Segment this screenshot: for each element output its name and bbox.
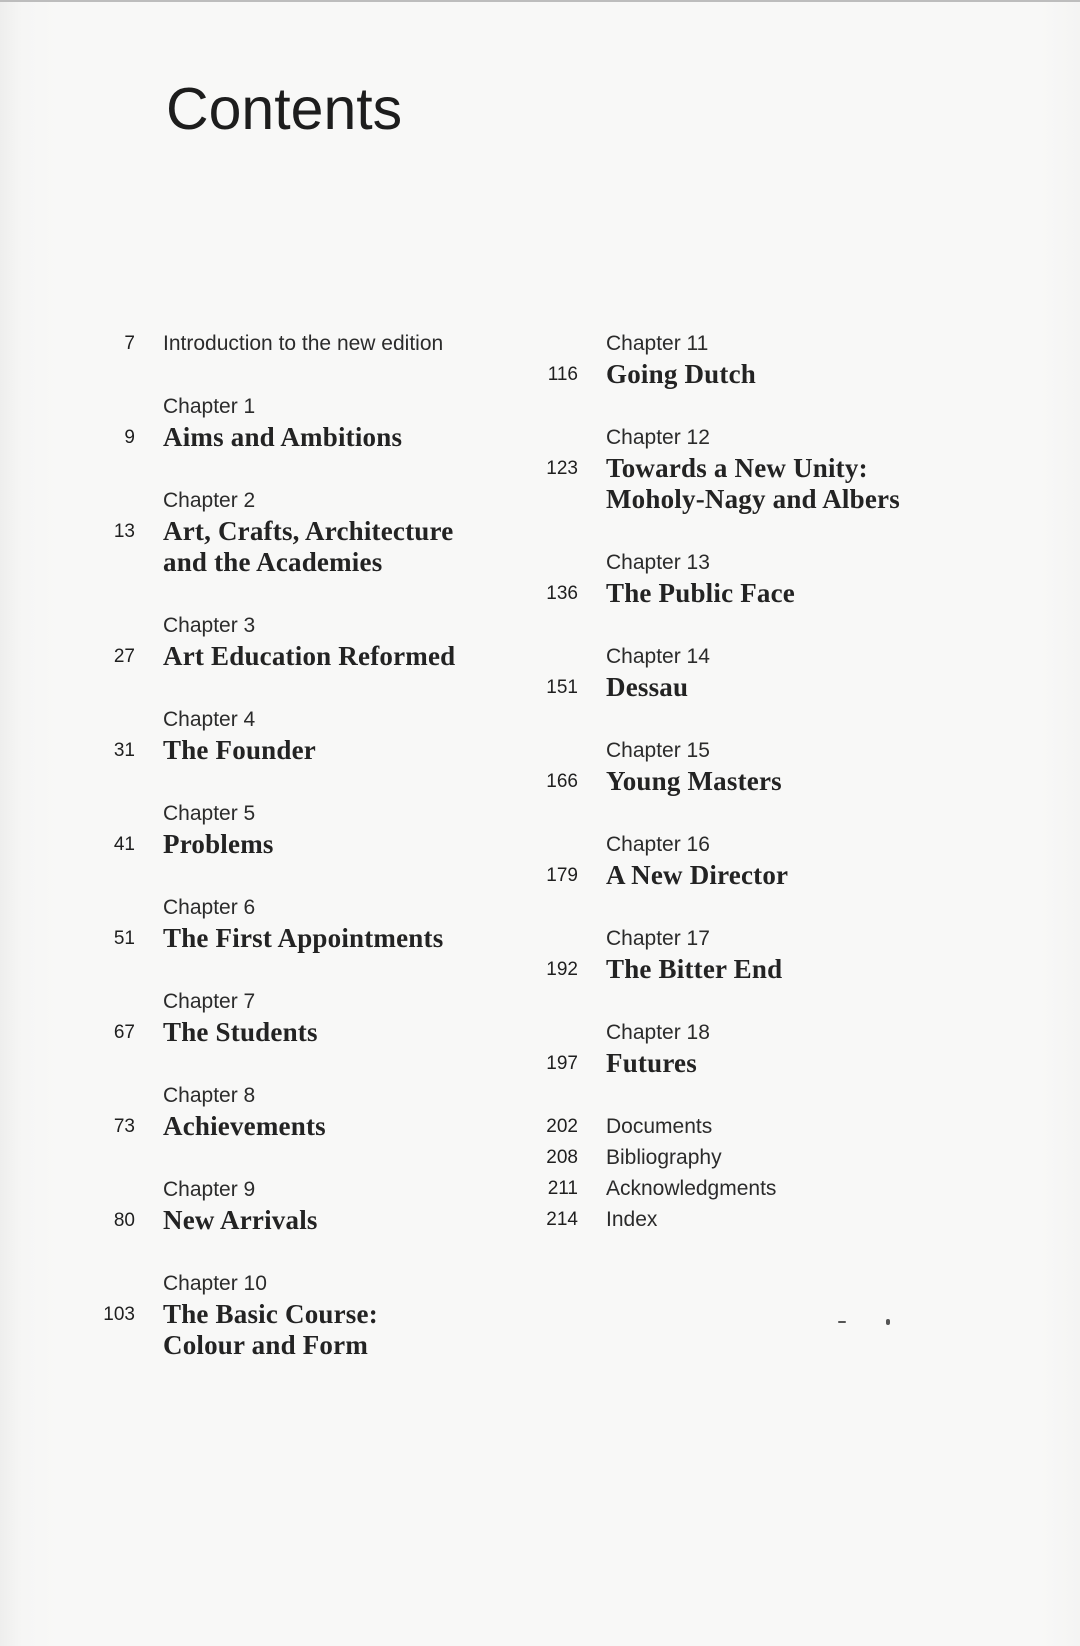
- toc-entry-index[interactable]: [528, 1204, 958, 1235]
- toc-entry-chapter-18[interactable]: [528, 1017, 958, 1079]
- entry-body: [163, 704, 515, 766]
- entry-body: [606, 1173, 958, 1204]
- chapter-label: Chapter 16: [606, 833, 710, 856]
- chapter-label: Chapter 18: [606, 1021, 710, 1044]
- page-number: 166: [546, 771, 578, 792]
- toc-entry-chapter-4[interactable]: [85, 704, 515, 766]
- toc-entry-chapter-15[interactable]: [528, 735, 958, 797]
- chapter-label: Chapter 7: [163, 990, 256, 1013]
- entry-body: [163, 610, 515, 672]
- entry-body: [606, 328, 958, 390]
- page-number: 13: [113, 521, 135, 542]
- toc-entry-chapter-2[interactable]: [85, 485, 515, 578]
- toc-entry-chapter-9[interactable]: [85, 1174, 515, 1236]
- page-number: 103: [103, 1304, 135, 1325]
- entry-body: [163, 798, 515, 860]
- toc-entry-acknowledgments[interactable]: [528, 1173, 958, 1204]
- page-number: 7: [124, 333, 135, 354]
- entry-body: [606, 1204, 958, 1235]
- speck: [886, 1319, 890, 1325]
- paper-specks: [838, 1316, 898, 1328]
- entry-body: [163, 1268, 515, 1361]
- chapter-title: Art Education Reformed: [163, 641, 456, 671]
- toc-entry-bibliography[interactable]: [528, 1142, 958, 1173]
- page-number: 67: [113, 1022, 135, 1043]
- toc-entry-documents[interactable]: [528, 1111, 958, 1142]
- page-number: 202: [546, 1116, 578, 1137]
- entry-body: [606, 923, 958, 985]
- entry-body: [163, 485, 515, 578]
- chapter-title-line: Towards a New Unity:: [606, 453, 868, 483]
- toc-entry-chapter-3[interactable]: [85, 610, 515, 672]
- chapter-title: The Students: [163, 1017, 318, 1047]
- page-number: 123: [546, 458, 578, 479]
- chapter-title: Young Masters: [606, 766, 782, 796]
- page-number: 214: [546, 1209, 578, 1230]
- chapter-title: New Arrivals: [163, 1205, 318, 1235]
- chapter-label: Chapter 12: [606, 426, 710, 449]
- entry-body: [163, 1080, 515, 1142]
- chapter-title: A New Director: [606, 860, 789, 890]
- chapter-title-line: and the Academies: [163, 547, 383, 577]
- chapter-title-line: Moholy-Nagy and Albers: [606, 484, 900, 514]
- entry-body: [606, 547, 958, 609]
- entry-body: [606, 735, 958, 797]
- speck: [838, 1321, 846, 1323]
- entry-body: [606, 641, 958, 703]
- chapter-title: The First Appointments: [163, 923, 444, 953]
- chapter-label: Chapter 4: [163, 708, 256, 731]
- chapter-label: Chapter 15: [606, 739, 710, 762]
- chapter-label: Chapter 5: [163, 802, 256, 825]
- page-number: 197: [546, 1053, 578, 1074]
- entry-label: Index: [606, 1208, 658, 1231]
- chapter-title-line: Colour and Form: [163, 1330, 369, 1360]
- toc-entry-chapter-10[interactable]: [85, 1268, 515, 1361]
- contents-column-left: [85, 328, 515, 1393]
- toc-entry-chapter-6[interactable]: [85, 892, 515, 954]
- entry-body: [606, 829, 958, 891]
- chapter-label: Chapter 1: [163, 395, 256, 418]
- page-number: 151: [546, 677, 578, 698]
- chapter-title: Going Dutch: [606, 359, 756, 389]
- entry-body: [606, 1111, 958, 1142]
- chapter-title-line: The Basic Course:: [163, 1299, 378, 1329]
- chapter-title: The Bitter End: [606, 954, 783, 984]
- chapter-title: Problems: [163, 829, 274, 859]
- back-matter-list: [528, 1111, 958, 1235]
- chapter-label: Chapter 9: [163, 1178, 256, 1201]
- contents-column-right: [528, 328, 958, 1235]
- toc-entry-chapter-1[interactable]: [85, 391, 515, 453]
- toc-entry-chapter-16[interactable]: [528, 829, 958, 891]
- chapter-title: Aims and Ambitions: [163, 422, 403, 452]
- entry-body: [606, 1017, 958, 1079]
- toc-entry-chapter-13[interactable]: [528, 547, 958, 609]
- page-number: 27: [113, 646, 135, 667]
- chapter-title-line: Art, Crafts, Architecture: [163, 516, 454, 546]
- toc-entry-chapter-5[interactable]: [85, 798, 515, 860]
- chapter-title: The Public Face: [606, 578, 795, 608]
- entry-body: [163, 892, 515, 954]
- entry-body: [163, 328, 515, 359]
- chapter-label: Chapter 8: [163, 1084, 256, 1107]
- page-number: 208: [546, 1147, 578, 1168]
- chapter-label: Chapter 11: [606, 332, 709, 355]
- page-number: 41: [113, 834, 135, 855]
- entry-label: Acknowledgments: [606, 1177, 777, 1200]
- chapter-label: Chapter 3: [163, 614, 256, 637]
- chapter-title: The Founder: [163, 735, 316, 765]
- chapter-title: Dessau: [606, 672, 689, 702]
- chapter-label: Chapter 14: [606, 645, 710, 668]
- toc-entry-chapter-12[interactable]: [528, 422, 958, 515]
- chapter-label: Chapter 6: [163, 896, 256, 919]
- page-number: 51: [113, 928, 135, 949]
- page-number: 179: [546, 865, 578, 886]
- entry-body: [163, 986, 515, 1048]
- page-number: 192: [546, 959, 578, 980]
- page-number: 73: [113, 1116, 135, 1137]
- page-number: 211: [547, 1178, 578, 1199]
- page-number: 31: [113, 740, 135, 761]
- toc-entry-chapter-11[interactable]: [528, 328, 958, 390]
- toc-entry-introduction[interactable]: [85, 328, 515, 359]
- page-title: Contents: [166, 76, 403, 142]
- entry-body: [163, 1174, 515, 1236]
- chapter-title: Achievements: [163, 1111, 326, 1141]
- page-number: 80: [113, 1210, 135, 1231]
- chapter-label: Chapter 2: [163, 489, 256, 512]
- chapter-label: Chapter 17: [606, 927, 710, 950]
- toc-entry-chapter-7[interactable]: [85, 986, 515, 1048]
- page-number: 116: [547, 364, 578, 385]
- entry-label: Introduction to the new edition: [163, 332, 444, 355]
- toc-entry-chapter-17[interactable]: [528, 923, 958, 985]
- entry-body: [163, 391, 515, 453]
- chapter-title: Futures: [606, 1048, 697, 1078]
- page-number: 136: [546, 583, 578, 604]
- entry-body: [606, 422, 958, 515]
- entry-body: [606, 1142, 958, 1173]
- entry-label: Bibliography: [606, 1146, 722, 1169]
- page-number: 9: [124, 427, 135, 448]
- toc-entry-chapter-8[interactable]: [85, 1080, 515, 1142]
- toc-entry-chapter-14[interactable]: [528, 641, 958, 703]
- chapter-label: Chapter 13: [606, 551, 710, 574]
- chapter-label: Chapter 10: [163, 1272, 267, 1295]
- entry-label: Documents: [606, 1115, 713, 1138]
